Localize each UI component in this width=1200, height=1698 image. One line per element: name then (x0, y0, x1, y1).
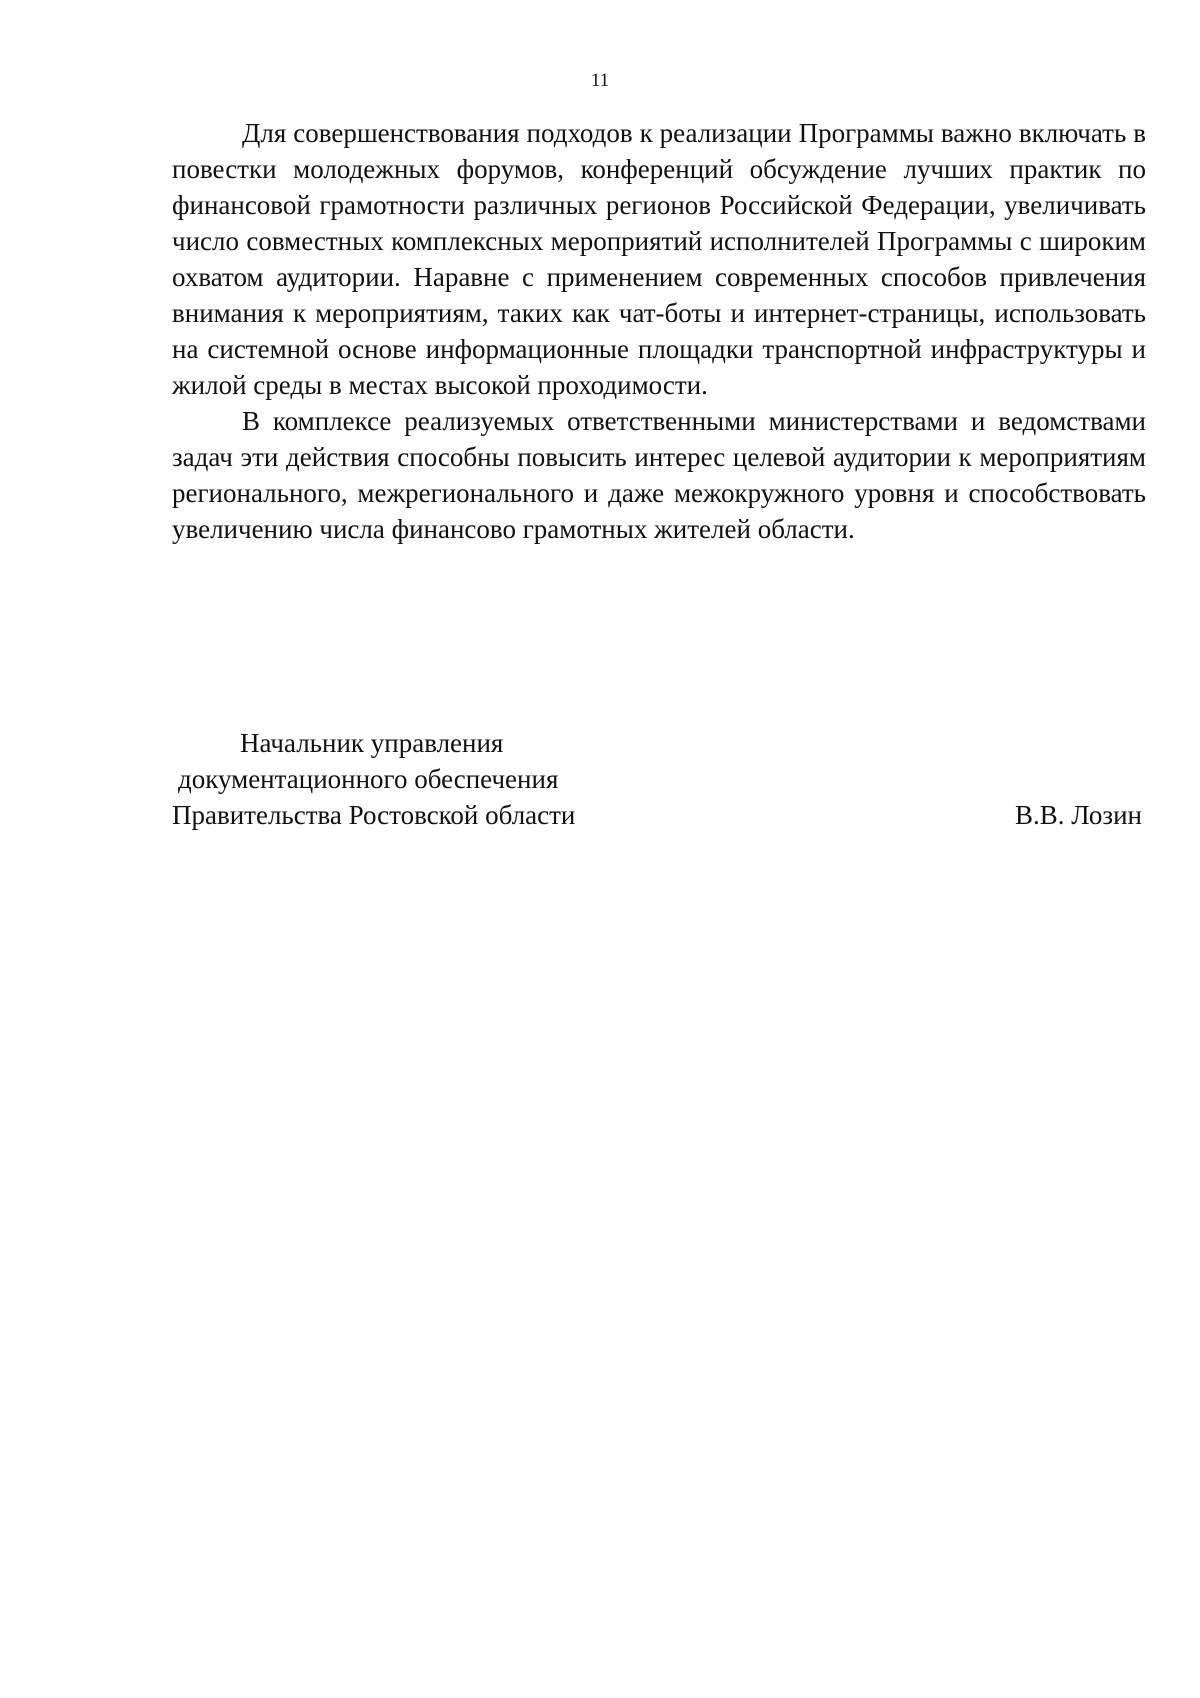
page-number: 11 (590, 70, 610, 91)
signature-last-row (172, 797, 1146, 833)
paragraph-2: В комплексе реализуемых ответственными министерствами и ведомствами задач эти действия способны повысить интерес целевой аудитории к мероприятиям регионального, межрегионального и даже межокружного уровня и способствовать увеличению числа финансово грамотных жителей области. (172, 406, 1146, 544)
signature-block (172, 725, 1146, 833)
signature-position-line-2: документационного обеспечения (178, 764, 559, 794)
paragraph-1: Для совершенствования подходов к реализации Программы важно включать в повестки молодежных форумов, конференций обсуждение лучших практик по финансовой грамотности различных регионов Российской Федерации, увеличивать число совместных комплексных мероприятий исполнителей Программы с широким охватом аудитории. Наравне с применением современных способов привлечения внимания к мероприятиям, таких как чат-боты и интернет-страницы, использовать на системной основе информационные площадки транспортной инфраструктуры и жилой среды в местах высокой проходимости. (172, 118, 1146, 400)
signature-position-line-3: Правительства Ростовской области (172, 800, 576, 830)
signature-position-line-1: Начальник управления (240, 728, 504, 758)
signatory-name: В.В. Лозин (1015, 800, 1142, 830)
body-text (172, 115, 1146, 547)
